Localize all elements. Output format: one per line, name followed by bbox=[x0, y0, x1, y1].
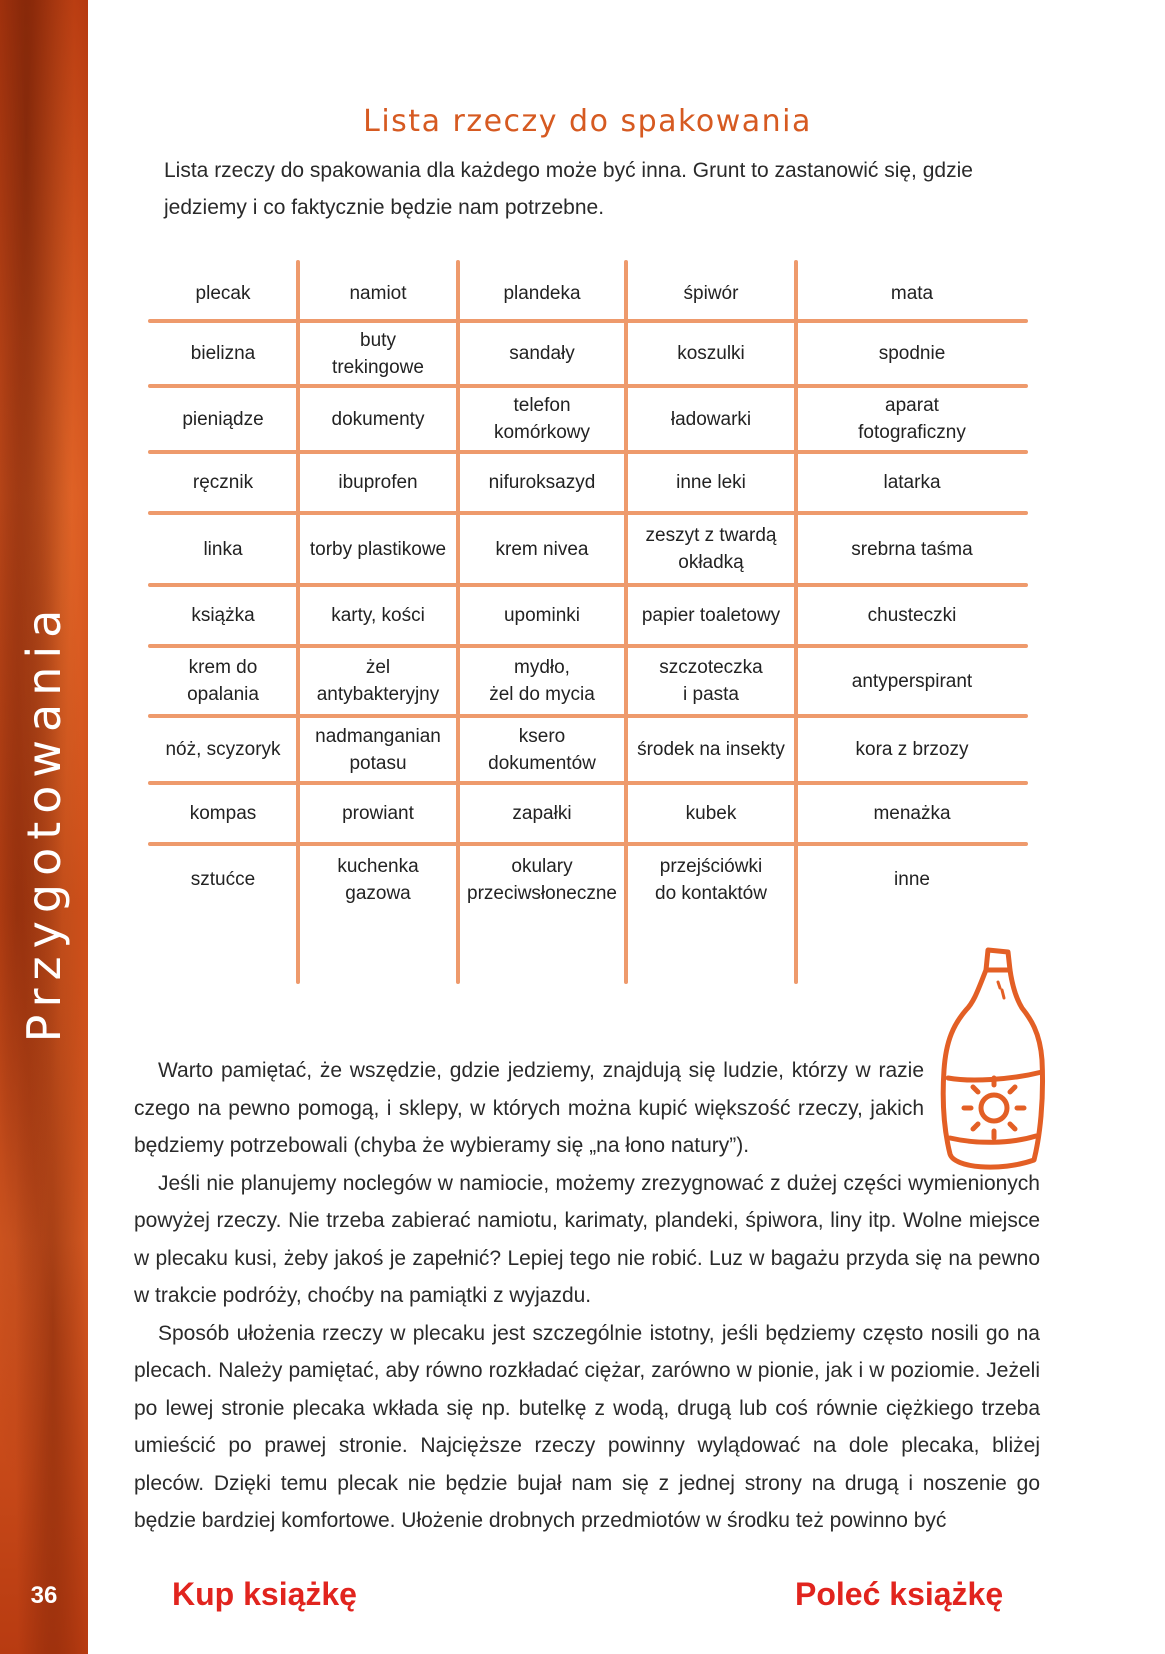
body-text bbox=[134, 1052, 1040, 1540]
body-paragraph-1: Warto pamiętać, że wszędzie, gdzie jedziemy, znajdują się ludzie, którzy w razie czego na pewno pomogą, i sklepy, w których można kupić większość rzeczy, jakich będziemy potrzebowali (chyba że wybieramy się „na łono natury”). bbox=[134, 1059, 924, 1157]
table-cell: menażka bbox=[873, 803, 951, 824]
table-cell: krem nivea bbox=[495, 538, 589, 560]
recommend-book-link[interactable]: Poleć książkę bbox=[795, 1576, 1004, 1612]
table-cell: aparat fotograficzny bbox=[858, 395, 966, 443]
table-cell: krem do opalania bbox=[187, 657, 259, 705]
table-cell: mydło, żel do mycia bbox=[489, 657, 595, 705]
table-cell: środek na insekty bbox=[637, 739, 785, 760]
table-cell: antyperspirant bbox=[851, 670, 973, 692]
page-number: 36 bbox=[30, 1582, 58, 1609]
body-paragraph-3: Sposób ułożenia rzeczy w plecaku jest szczególnie istotny, jeśli będziemy często nosili go na plecach. Należy pamiętać, aby równo rozkładać ciężar, zarówno w pionie, jak i w poziomie. Jeżeli po lewej stronie plecaka wkłada się np. butelkę z wodą, drugą lub coś równie ciężkiego trzeba umieścić po prawej stronie. Najcięższe rzeczy powinny wylądować na dole plecaka, bliżej pleców. Dzięki temu plecak nie będzie bujał nam się z jednej strony na drugą i noszenie go będzie bardziej komfortowe. Ułożenie drobnych przedmiotów w środku też powinno być bbox=[134, 1321, 1040, 1532]
table-cell: pieniądze bbox=[182, 408, 264, 430]
table-cell: ładowarki bbox=[670, 408, 752, 430]
table-cell: latarka bbox=[883, 472, 941, 493]
table-cell: chusteczki bbox=[867, 605, 957, 626]
table-cell: sandały bbox=[509, 343, 575, 364]
table-cell: zapałki bbox=[512, 803, 572, 824]
table-cell: kubek bbox=[685, 803, 737, 824]
table-cell: inne bbox=[894, 869, 930, 890]
table-cell: nóż, scyzoryk bbox=[165, 739, 281, 760]
table-cell: nifuroksazyd bbox=[488, 472, 596, 493]
table-cell: kompas bbox=[189, 803, 257, 824]
body-paragraph-2: Jeśli nie planujemy noclegów w namiocie, możemy zrezygnować z dużej części wymienionych powyżej rzeczy. Nie trzeba zabierać namiotu, karimaty, plandeki, śpiwora, liny itp. Wolne miejsce w plecaku kusi, żeby jakoś je zapełnić? Lepiej tego nie robić. Luz w bagażu przyda się na pewno w trakcie podróży, choćby na pamiątki z wyjazdu. bbox=[134, 1171, 1040, 1307]
table-cell: namiot bbox=[349, 282, 407, 304]
table-cell: ręcznik bbox=[192, 472, 254, 493]
table-cell: koszulki bbox=[677, 343, 745, 364]
table-cell: sztućce bbox=[190, 869, 256, 890]
table-cell: dokumenty bbox=[331, 408, 425, 430]
table-cell: papier toaletowy bbox=[641, 605, 781, 626]
table-cell: inne leki bbox=[676, 472, 746, 493]
table-cell: upominki bbox=[503, 605, 581, 626]
table-cell: torby plastikowe bbox=[309, 538, 447, 560]
table-cell: spodnie bbox=[878, 343, 946, 364]
table-cell: buty trekingowe bbox=[332, 329, 424, 378]
table-cell: nadmanganian potasu bbox=[315, 725, 441, 774]
table-cell: ibuprofen bbox=[338, 472, 418, 493]
table-cell: żel antybakteryjny bbox=[316, 657, 440, 705]
table-cell: ksero dokumentów bbox=[488, 725, 596, 774]
table-cell: kora z brzozy bbox=[855, 739, 969, 760]
table-cell: karty, kości bbox=[331, 605, 425, 626]
table-cell: telefon komórkowy bbox=[493, 395, 591, 443]
table-cell: plecak bbox=[195, 282, 251, 304]
page-title: Lista rzeczy do spakowania bbox=[363, 104, 812, 139]
buy-book-link[interactable]: Kup książkę bbox=[172, 1576, 357, 1612]
table-cell: książka bbox=[191, 605, 255, 626]
section-label: Przygotowania bbox=[17, 601, 71, 1043]
table-cell: szczoteczka i pasta bbox=[659, 657, 763, 705]
table-cell: plandeka bbox=[503, 282, 581, 304]
table-cell: śpiwór bbox=[683, 282, 739, 304]
table-cell: przejściówki do kontaktów bbox=[655, 855, 767, 904]
table-cell: bielizna bbox=[190, 343, 256, 364]
sidebar-band bbox=[0, 0, 88, 1654]
table-cell: okulary przeciwsłoneczne bbox=[467, 855, 617, 904]
intro-paragraph: Lista rzeczy do spakowania dla każdego może być inna. Grunt to zastanowić się, gdzie jedziemy i co faktycznie będzie nam potrzebne. bbox=[164, 159, 973, 219]
packing-list-table bbox=[148, 265, 1028, 979]
table-cell: kuchenka gazowa bbox=[337, 855, 419, 904]
table-cell: prowiant bbox=[342, 803, 414, 824]
table-cell: srebrna taśma bbox=[851, 538, 973, 560]
table-cell: linka bbox=[203, 538, 243, 560]
table-cell: mata bbox=[890, 282, 934, 304]
table-cell: zeszyt z twardą okładką bbox=[645, 525, 777, 573]
